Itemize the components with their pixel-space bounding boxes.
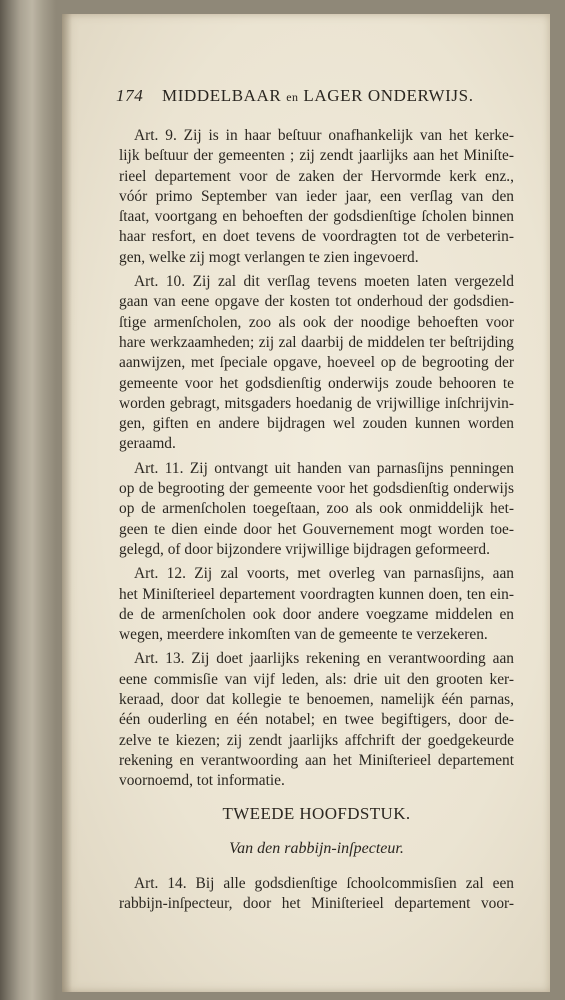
text-line: keraad, door dat kollegie te benoemen, namelijk één parnas,: [119, 691, 514, 709]
page-body: [119, 126, 514, 914]
running-title-part1: MIDDELBAAR: [162, 86, 282, 105]
text-line: geen te dien einde door het Gouvernement mogt worden toe-: [119, 520, 514, 538]
text-line: Art. 13. Zij doet jaarlijks rekening en verantwoording aan: [134, 650, 514, 668]
text-line: vóór primo September van ieder jaar, een verſlag van den: [119, 187, 514, 205]
text-line: rekening en verantwoording aan het Miniſterieel departement: [119, 751, 514, 769]
text-line: Art. 12. Zij zal voorts, met overleg van parnasſijns, aan: [134, 565, 514, 583]
text-line: lijk beſtuur der gemeenten ; zij zendt jaarlijks aan het Miniſte-: [119, 147, 514, 165]
text-line: gelegd, of door bijzondere vrijwillige bijdragen geformeerd.: [119, 540, 490, 558]
text-line: worden gebragt, mitsgaders hoedanig de vrijwillige inſchrijvin-: [119, 394, 514, 412]
text-line: gen, giften en andere bijdragen wel zouden kunnen worden: [119, 415, 514, 433]
text-line: de de armenſcholen ook door andere voegzame middelen en: [119, 605, 514, 623]
chapter-heading: TWEEDE HOOFDSTUK.: [222, 803, 411, 823]
text-line: voornoemd, tot informatie.: [119, 772, 285, 790]
running-title-connector: en: [286, 90, 299, 104]
text-line: gaan van eene opgave der kosten tot onderhoud der godsdien-: [119, 293, 514, 311]
text-line: ſtige armenſcholen, zoo als ook der noodige behoeften voor: [119, 313, 514, 331]
text-line: gen, welke zij mogt verlangen te zien ingevoerd.: [119, 248, 419, 266]
text-line: het Miniſterieel departement voordragten kunnen doen, ten ein-: [119, 585, 514, 603]
text-line: Art. 11. Zij ontvangt uit handen van parnasſijns penningen: [134, 459, 514, 477]
text-line: gemeente voor het godsdienſtig onderwijs zoude behooren te: [119, 374, 514, 392]
text-line: rieel departement voor de zaken der Hervormde kerk enz.,: [119, 167, 514, 185]
page-gutter-shadow: [62, 14, 72, 992]
text-line: rabbijn-inſpecteur, door het Miniſterieel departement voor-: [119, 894, 514, 912]
text-line: Art. 14. Bij alle godsdienſtige ſchoolcommisſien zal een: [134, 874, 514, 892]
text-line: haar resfort, en doet tevens de voordragten tot de verbeterin-: [119, 228, 514, 246]
text-line: hare werkzaamheden; zij zal daarbij de middelen ter beſtrijding: [119, 333, 514, 351]
text-line: ſtaat, voortgang en behoeften der godsdienſtige ſcholen binnen: [119, 208, 514, 226]
text-line: geraamd.: [119, 435, 176, 453]
text-line: op de armenſcholen toegeſtaan, zoo als ook onmiddelijk het-: [119, 500, 514, 518]
running-title-part2: LAGER ONDERWIJS.: [303, 86, 474, 105]
text-line: op de begrooting der gemeente voor het godsdienſtig onderwijs: [119, 480, 514, 498]
text-line: één ouderling en één notabel; en twee begiftigers, door de-: [119, 711, 514, 729]
text-line: zelve te kiezen; zij zendt jaarlijks affchrift der goedgekeurde: [119, 731, 514, 749]
text-line: eene commisſie van vijf leden, als: drie uit den grooten ker-: [119, 670, 514, 688]
page-number: 174: [116, 86, 144, 105]
running-title: [162, 86, 474, 106]
chapter-subheading: Van den rabbijn-inſpecteur.: [229, 839, 404, 857]
text-line: wegen, meerdere inkomſten van de gemeente te verzekeren.: [119, 626, 488, 644]
running-header: [116, 86, 496, 112]
text-line: Art. 10. Zij zal dit verſlag tevens moeten laten vergezeld: [134, 273, 514, 291]
text-line: aanwijzen, met ſpeciale opgave, hoeveel op de begrooting der: [119, 354, 514, 372]
text-line: Art. 9. Zij is in haar beſtuur onafhankelijk van het kerke-: [134, 127, 514, 144]
